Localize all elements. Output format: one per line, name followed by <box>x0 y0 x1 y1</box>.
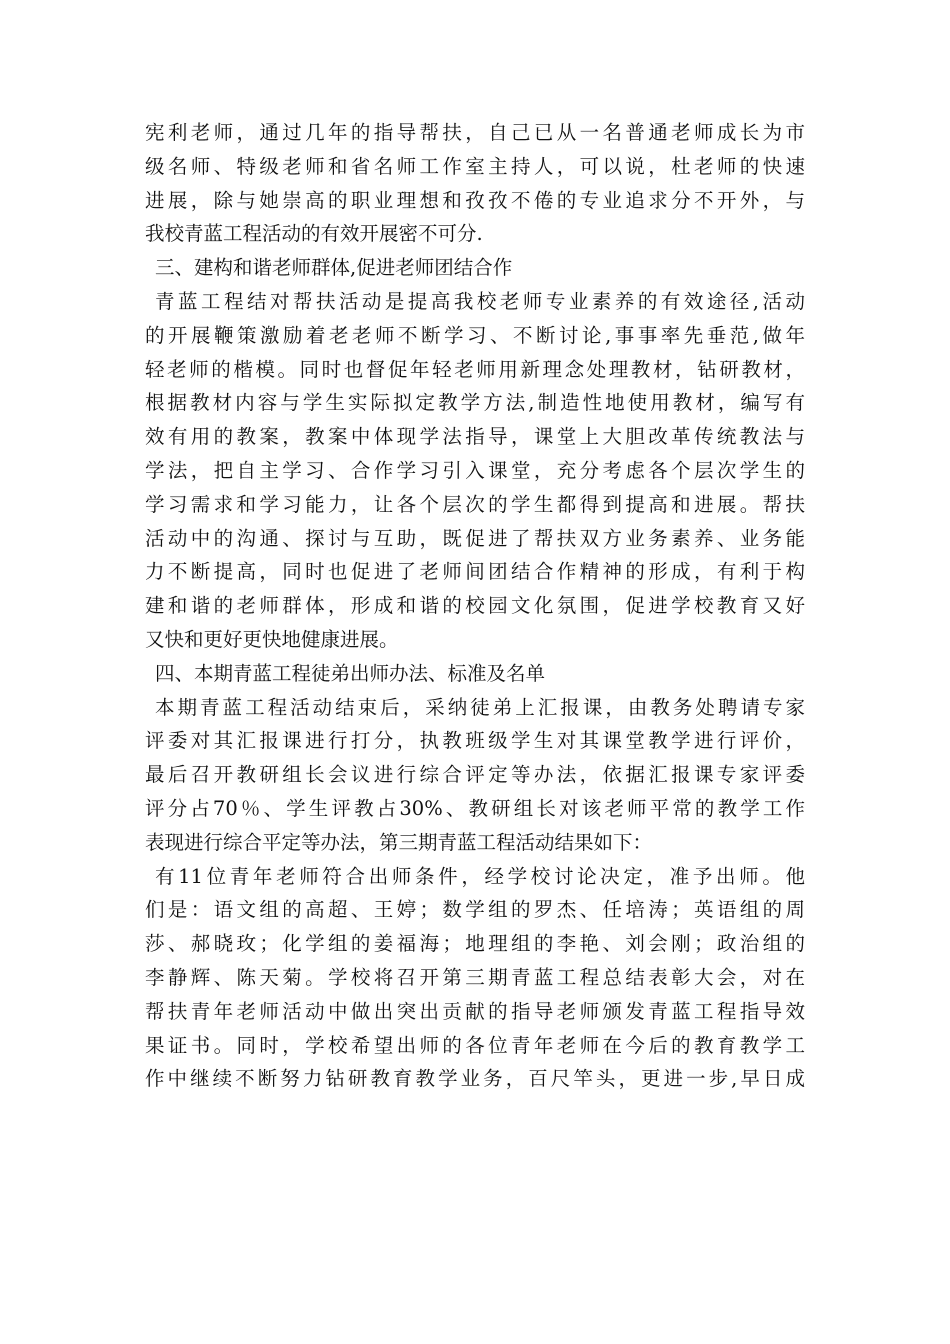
text-line: 表现进行综合平定等办法，第三期青蓝工程活动结果如下： <box>145 830 653 854</box>
section-heading: 四、本期青蓝工程徒弟出师办法、标准及名单 <box>155 661 546 685</box>
text-line: 力不断提高，同时也促进了老师间团结合作精神的形成，有利于构 <box>145 560 805 584</box>
text-line: 效有用的教案，教案中体现学法指导，课堂上大胆改革传统教法与 <box>145 425 805 449</box>
text-line: 莎、郝晓玫；化学组的姜福海；地理组的李艳、刘会刚；政治组的 <box>145 932 805 956</box>
text-line: 有11位青年老师符合出师条件，经学校讨论决定，准予出师。他 <box>155 864 805 888</box>
text-line: 最后召开教研组长会议进行综合评定等办法，依据汇报课专家评委 <box>145 763 805 787</box>
text-line: 评委对其汇报课进行打分，执教班级学生对其课堂教学进行评价， <box>145 729 805 753</box>
text-line: 果证书。同时，学校希望出师的各位青年老师在今后的教育教学工 <box>145 1033 805 1057</box>
text-line: 进展，除与她崇高的职业理想和孜孜不倦的专业追求分不开外，与 <box>145 188 805 212</box>
text-line: 李静辉、陈天菊。学校将召开第三期青蓝工程总结表彰大会，对在 <box>145 965 805 989</box>
text-line: 评分占70％、学生评教占30%、教研组长对该老师平常的教学工作 <box>145 796 805 820</box>
text-line: 轻老师的楷模。同时也督促年轻老师用新理念处理教材，钻研教材， <box>145 357 805 381</box>
text-line: 级名师、特级老师和省名师工作室主持人，可以说，杜老师的快速 <box>145 154 805 178</box>
text-line: 活动中的沟通、探讨与互助，既促进了帮扶双方业务素养、业务能 <box>145 526 805 550</box>
text-line: 宪利老师，通过几年的指导帮扶，自己已从一名普通老师成长为市 <box>145 121 805 144</box>
text-line: 的开展鞭策激励着老老师不断学习、不断讨论,事事率先垂范,做年 <box>145 323 805 347</box>
text-line: 我校青蓝工程活动的有效开展密不可分. <box>145 222 483 246</box>
text-line: 建和谐的老师群体，形成和谐的校园文化氛围，促进学校教育又好 <box>145 594 805 618</box>
text-line: 又快和更好更快地健康进展。 <box>145 627 399 651</box>
text-line: 作中继续不断努力钻研教育教学业务，百尺竿头，更进一步,早日成 <box>145 1067 805 1091</box>
text-line: 根据教材内容与学生实际拟定教学方法,制造性地使用教材，编写有 <box>145 391 805 415</box>
text-line: 青蓝工程结对帮扶活动是提高我校老师专业素养的有效途径,活动 <box>155 289 805 313</box>
text-line: 学习需求和学习能力，让各个层次的学生都得到提高和进展。帮扶 <box>145 492 805 516</box>
section-heading: 三、建构和谐老师群体,促进老师团结合作 <box>155 256 513 280</box>
text-line: 本期青蓝工程活动结束后，采纳徒弟上汇报课，由教务处聘请专家 <box>155 695 805 719</box>
text-line: 们是：语文组的高超、王婷；数学组的罗杰、任培涛；英语组的周 <box>145 898 805 922</box>
text-line: 学法，把自主学习、合作学习引入课堂，充分考虑各个层次学生的 <box>145 458 805 482</box>
document-body <box>145 116 805 1096</box>
text-line: 帮扶青年老师活动中做出突出贡献的指导老师颁发青蓝工程指导效 <box>145 999 805 1023</box>
